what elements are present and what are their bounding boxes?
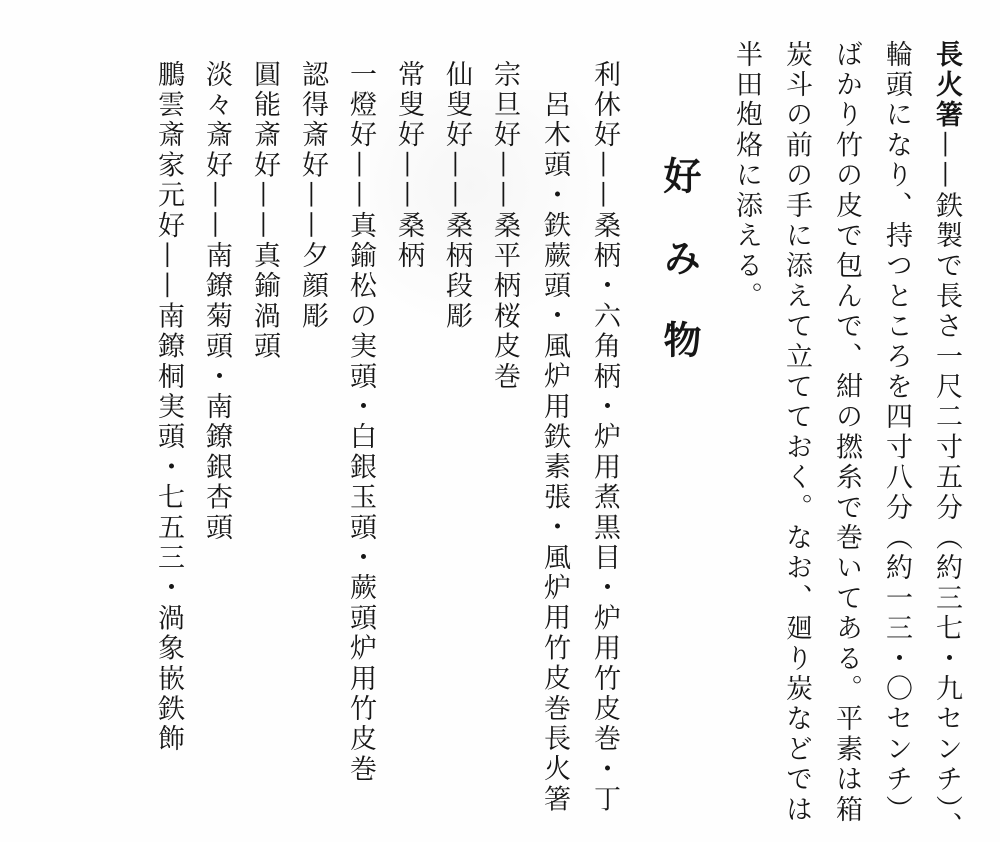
entry-sensou: 仙叟好——桑柄段彫 [441, 60, 472, 332]
intro-term: 長火箸 [931, 40, 962, 131]
entry-sotan: 宗旦好——桑平柄桜皮巻 [489, 60, 520, 393]
intro-line-4: 炭斗の前の手に添えて立てておく。なお、廻り炭などでは [781, 40, 812, 826]
entry-houunsai: 鵬雲斎家元好——南鐐桐実頭・七五三・渦象嵌鉄飾 [153, 60, 184, 755]
entry-tantansai: 淡々斎好——南鐐菊頭・南鐐銀杏頭 [201, 60, 232, 544]
section-heading: 好み物 [657, 156, 702, 402]
entry-ennosai: 圓能斎好——真鍮渦頭 [249, 60, 280, 362]
intro-line-2: 輪頭になり、持つところを四寸八分（約一三・〇センチ） [881, 40, 912, 826]
intro-line-1 [933, 40, 960, 842]
intro-line-3: ばかり竹の皮で包んで、紺の撚糸で巻いてある。平素は箱 [831, 40, 862, 826]
intro-line-5: 半田炮烙に添える。 [731, 40, 762, 312]
intro-line-1-text: ——鉄製で長さ一尺二寸五分（約三七・九センチ）、 [931, 130, 962, 842]
entry-rikyu-line-2: 呂木頭・鉄蕨頭・風炉用鉄素張・風炉用竹皮巻長火箸 [539, 90, 570, 815]
entry-itto: 一燈好——真鍮松の実頭・白銀玉頭・蕨頭炉用竹皮巻 [345, 60, 376, 785]
entry-rikyu-line-1: 利休好——桑柄・六角柄・炉用煮黒目・炉用竹皮巻・丁 [589, 60, 620, 815]
entry-jousou: 常叟好——桑柄 [393, 60, 424, 272]
entry-nintokusai: 認得斎好——夕顔彫 [297, 60, 328, 332]
